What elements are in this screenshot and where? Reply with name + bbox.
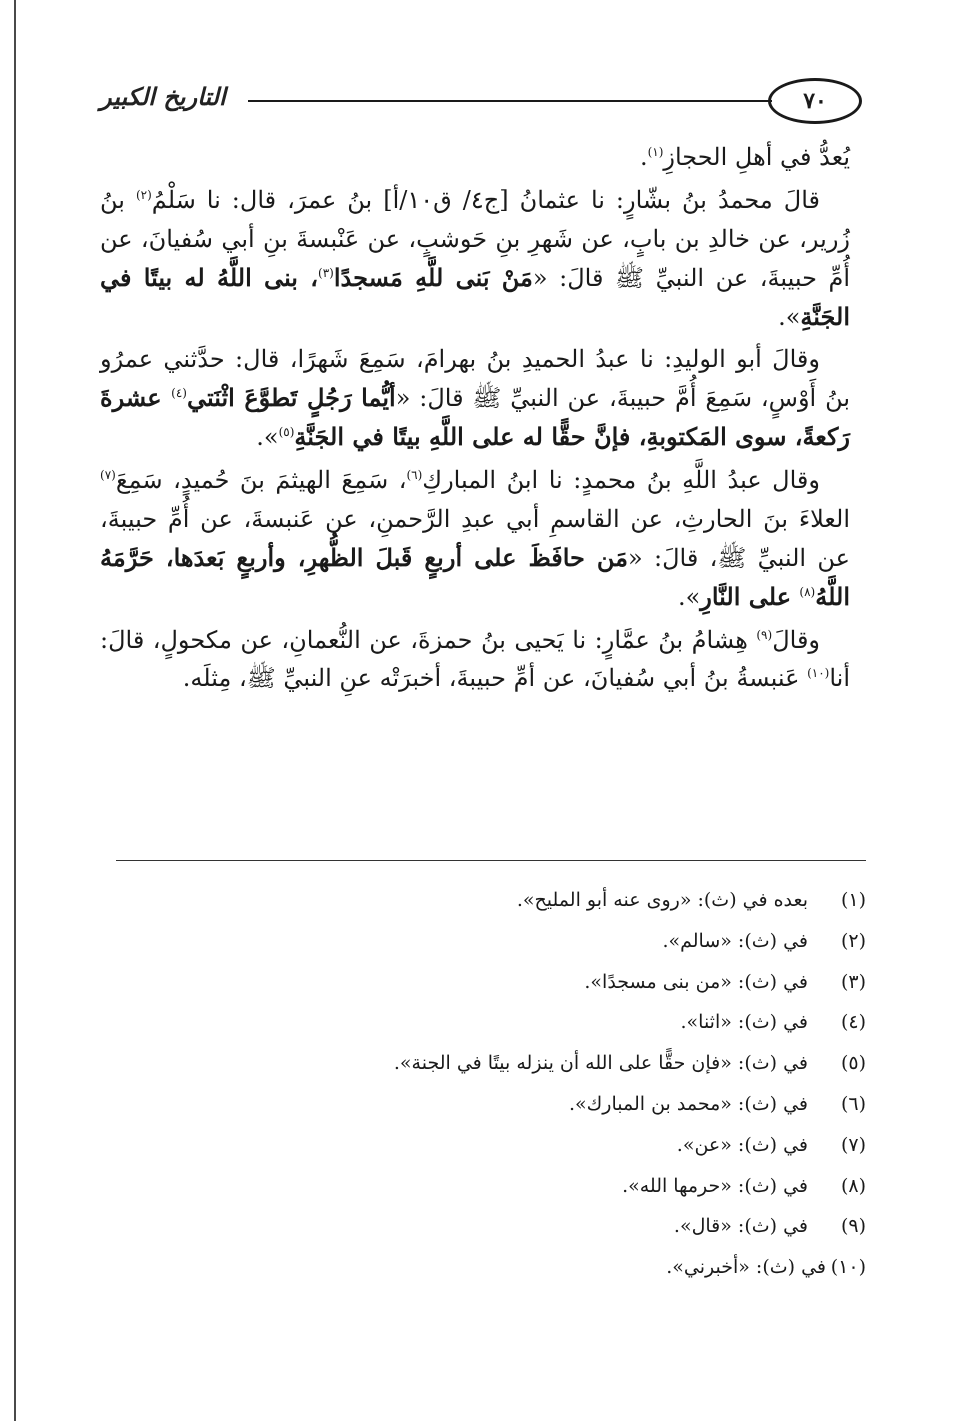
footnote-number: (٦) [840, 1092, 866, 1115]
text-run: ». [256, 423, 279, 452]
text-run: ». [677, 582, 701, 611]
paragraph-3 [100, 340, 850, 457]
footnote-text: في (ث): «محمد بن المبارك». [568, 1092, 808, 1115]
footnote-ref: (٨) [799, 584, 816, 599]
footnote-number: (٨) [840, 1174, 866, 1197]
text-run: ، سَمِعَ الهيثمَ بنَ حُميدٍ، سَمِعَ [115, 466, 407, 494]
text-run: . [639, 143, 648, 171]
text-run: وقال عبدُ اللَّهِ بنُ محمدٍ: نا ابنُ المباركِ [422, 466, 820, 494]
text-run: عَنبسةُ بنُ أبي سُفيانَ، عن أمِّ حبيبةَ، أخبرَتْه عنِ النبيِّ ﷺ، مِثلَه. [182, 664, 808, 693]
text-run: بنُ زُرير، عن خالدِ بن بابٍ، عن شَهرِ بنِ حَوشبٍ، عن عَنْبسةَ بنِ أبي سُفيانَ، عن أُمِّ حبيبةَ، عن النبيِّ ﷺ قالَ: « [100, 185, 851, 292]
footnote-ref: (٦) [406, 468, 423, 482]
page-edge-line [14, 0, 16, 1421]
footnote-item [116, 1166, 866, 1207]
text-run: وقالَ [772, 625, 820, 654]
text-run: هِشامُ بنُ عمَّارٍ: نا يَحيى بنُ حمزةَ، عن النُّعمانِ، عن مكحولٍ، قالَ: أنا [100, 625, 850, 693]
text-run: وقالَ أبو الوليدِ: نا عبدُ الحميدِ بنُ بهرامَ، سَمِعَ شَهرًا، قال: حدَّثني عمرُو بنُ أَوْسٍ، سَمِعَ أُمَّ حبيبةَ، عن النبيِّ ﷺ قالَ: « [100, 345, 851, 413]
paragraph-2 [100, 181, 850, 337]
page-header [100, 78, 862, 128]
footnote-text: في (ث): «فإن حقًّا على الله أن ينزله بيتًا في الجنة». [393, 1052, 808, 1075]
footnote-item [116, 1247, 866, 1288]
footnote-item [116, 962, 866, 1003]
hadith-text: عشرةَ رَكعةً، سوى المَكتوبةِ، فإنَّ حقًّا له على اللَّهِ بيتًا في الجَنَّةِ [100, 383, 850, 452]
footnote-number: (٣) [840, 970, 866, 993]
footnote-text: بعده في (ث): «روى عنه أبو المليح». [516, 888, 808, 911]
text-run: ». [778, 302, 801, 331]
hadith-text: ، بنى اللَّهُ له بيتًا في الجَنَّةِ [100, 262, 850, 331]
footnote-ref: (٤) [171, 386, 187, 401]
page-number: ٧٠ [768, 78, 862, 124]
footnote-item [116, 1125, 866, 1166]
book-title: التاريخ الكبير [100, 82, 226, 111]
footnote-text: في (ث): «اثنا». [680, 1011, 808, 1034]
footnote-ref: (٣) [318, 265, 334, 280]
footnote-item [116, 921, 866, 962]
footnote-text: في (ث): «من بنى مسجدًا». [584, 970, 808, 993]
footnote-item [116, 880, 866, 921]
footnote-number: (١) [840, 888, 866, 911]
footnote-ref: (٢) [135, 187, 152, 202]
footnote-text: في (ث): «سالم». [662, 929, 808, 952]
footnote-number: (٢) [840, 929, 866, 952]
footnote-number: (٧) [840, 1133, 866, 1156]
hadith-text: أيُّما رَجُلٍ تَطوَّعَ اثْنَتي [186, 383, 396, 413]
text-run: العلاءَ بنَ الحارثِ، عن القاسمِ أبي عبدِ الرَّحمنِ، عن عَنبسةَ، عن أُمِّ حبيبةَ، عن النبيِّ ﷺ، قالَ: « [100, 504, 850, 572]
hadith-text: على النَّارِ [700, 581, 800, 611]
footnote-text: في (ث): «عن». [676, 1133, 808, 1156]
footnote-number: (١٠) [830, 1256, 866, 1279]
footnote-text: في (ث): «قال». [673, 1215, 808, 1238]
footnote-ref: (٧) [100, 468, 116, 482]
footnote-ref: (١٠) [807, 666, 830, 681]
paragraph-4 [100, 461, 850, 617]
text-run: قالَ محمدُ بنُ بشّارٍ: نا عثمانُ [ج٤/ ق١٠/أ] بنُ عمرَ، قال: نا سَلْمُ [151, 185, 820, 214]
footnotes [116, 880, 866, 1288]
paragraph-1 [100, 138, 850, 177]
footnote-item [116, 1043, 866, 1084]
footnote-separator [116, 860, 866, 861]
paragraph-5 [100, 621, 850, 699]
footnote-number: (٩) [840, 1215, 866, 1238]
footnote-item [116, 1084, 866, 1125]
header-rule [248, 100, 772, 102]
footnote-ref: (١) [647, 145, 664, 159]
footnote-ref: (٩) [756, 627, 773, 642]
footnote-text: في (ث): «أخبرني». [666, 1256, 826, 1279]
hadith-text: مَنْ بَنى للَّهِ مَسجدًا [333, 262, 533, 292]
footnote-item [116, 1206, 866, 1247]
text-run: يُعدُّ في أهلِ الحجازِ [663, 143, 850, 171]
footnote-text: في (ث): «حرمها الله». [622, 1174, 808, 1197]
main-text [100, 138, 850, 702]
hadith-text: مَن حافَظَ على أربعٍ قَبلَ الظُّهرِ، وأربعٍ بَعدَها، حَرَّمَهُ اللَّهُ [100, 542, 850, 611]
footnote-item [116, 1002, 866, 1043]
footnote-number: (٤) [840, 1011, 866, 1034]
footnote-ref: (٥) [278, 425, 295, 440]
footnote-number: (٥) [840, 1052, 866, 1075]
